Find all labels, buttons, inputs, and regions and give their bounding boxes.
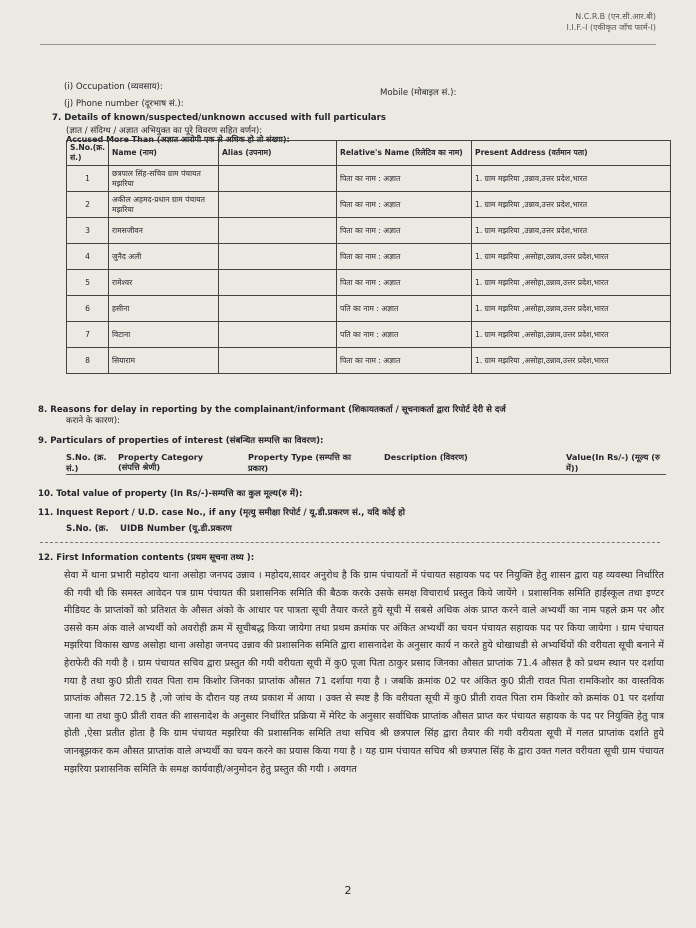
cell-alias	[219, 270, 337, 296]
section9-title: 9. Particulars of properties of interest (संबन्धित सम्पत्ति का विवरण):	[38, 436, 324, 446]
property-col-type: Property Type (सम्पत्ति का प्रकार)	[248, 452, 352, 473]
section8-title: 8. Reasons for delay in reporting by the complainant/informant (शिकायतकर्ता / सूचनाकर्ता द्वारा रिपोर्ट देरी से दर्ज	[38, 405, 506, 415]
cell-address: 1. ग्राम मझरिया ,असोहा,उन्नाव,उत्तर प्रदेश,भारत	[472, 322, 671, 348]
property-divider	[66, 474, 666, 475]
cell-sno: 4	[67, 244, 109, 270]
cell-alias	[219, 166, 337, 192]
section-divider	[40, 542, 660, 543]
property-col-value: Value(In Rs/-) (मूल्य (रु में))	[566, 452, 660, 473]
cell-sno: 3	[67, 218, 109, 244]
accused-table	[66, 140, 671, 374]
cell-relative: पिता का नाम : अज्ञात	[337, 218, 472, 244]
col-name: Name (नाम)	[109, 141, 219, 166]
cell-sno: 1	[67, 166, 109, 192]
cell-relative: पिता का नाम : अज्ञात	[337, 192, 472, 218]
phone-label: (j) Phone number (दूरभाष सं.):	[64, 99, 184, 109]
property-col-description: Description (विवरण)	[384, 452, 468, 462]
mobile-label: Mobile (मोबाइल सं.):	[380, 88, 457, 98]
col-sno: S.No.(क्र. सं.)	[67, 141, 109, 166]
accused-more-label: Accused More Than (अज्ञात आरोपी एक से अधिक हो तो संख्या):	[66, 135, 290, 144]
accused-row	[67, 296, 671, 322]
col-address: Present Address (वर्तमान पता)	[472, 141, 671, 166]
cell-address: 1. ग्राम मझरिया ,असोहा,उन्नाव,उत्तर प्रदेश,भारत	[472, 244, 671, 270]
section8-title-cont: कराने के कारण):	[66, 416, 120, 426]
section7-subtitle: (ज्ञात / संदिग्ध / अज्ञात अभियुक्त का पूरे विवरण सहित वर्णन):	[66, 126, 263, 136]
section10-title: 10. Total value of property (In Rs/-)-सम्पत्ति का कुल मूल्य(रु में):	[38, 489, 303, 499]
section11-title: 11. Inquest Report / U.D. case No., if any (मृत्यु समीक्षा रिपोर्ट / यू.डी.प्रकरण सं., यदि कोई हो	[38, 508, 405, 518]
section12-title: 12. First Information contents (प्रथम सूचना तथ्य ):	[38, 553, 255, 563]
first-information-text: सेवा में थाना प्रभारी महोदय थाना असोहा जनपद उन्नाव । महोदय,सादर अनुरोध है कि ग्राम पंचायतों में पंचायत सहायक पद पर नियुक्ति हेतु शासन द्वारा यह व्यवस्था निर्धारित की गयी थी कि समस्त आवेदन पत्र ग्राम पंचायत की प्रशासनिक समिति की बैठक करके उसके समक्ष विचारार्थ प्रस्तुत किये जायेंगे । प्रशासनिक समिति हाईस्कूल तथा इण्टर मीडियट के प्राप्तांकों को प्रतिशत के औसत अंको के आधार पर पात्रता सूची तैयार करते हुये सूची में सबसे अधिक अंक प्राप्त करने वाले अभ्यर्थी का नाम पहले क्रम पर और उससे कम अंक वाले अभ्यर्थी को अवरोही क्रम में सूचीबद्ध किया जायेगा तथा प्रथम क्रमांक पर अंकित अभ्यर्थी का चयन पंचायत सहायक पद पर किया जायेगा । ग्राम पंचायत मझरिया विकास खण्ड असोहा थाना असोहा जनपद उन्नाव की प्रशासनिक समिति द्वारा शासनादेश के अनुसार कार्य न करते हुये धोखाधडी से अभ्यर्थियों की वरीयता सूची बनाने में हेराफेरी की गयी है । ग्राम पंचायत सचिव द्वारा प्रस्तुत की गयी वरीयता सूची में कु0 पूजा पिता ठाकुर प्रसाद जिनका औसत प्राप्तांक 71.4 औसत है को प्रथम स्थान पर दर्शाया गया है तथा कु0 प्रीती रावत पिता राम किशोर जिनका प्राप्तांक औसत 71 दर्शाया गया है । जबकि क्रमांक 02 पर अंकित कु0 प्रीती रावत पिता रामकिशोर का वास्तविक प्राप्तांक औसत 72.15 है ,जो जांच के दौरान यह तथ्य प्रकाश में आया । उक्त से स्पष्ट है कि वरीयता सूची में कु0 प्रीती रावत पिता राम किशोर को क्रमांक 01 पर दर्शाया जाना था तथा कु0 प्रीती रावत की शासनादेश के अनुसार निर्धारित प्रक्रिया में मेरिट के अनुसार सर्वाधिक प्राप्तांक औसत प्राप्त कर पंचायत सहायक के पद पर नियुक्ति हेतु पात्र होती ,ऐसा प्रतीत होता है कि ग्राम पंचायत मझरिया की प्रशासनिक समिति तथा सचिव श्री छत्रपाल सिंह द्वारा तैयार की गयी वरीयता सूची में गलत प्राप्तांक दर्शाते हुये जानबूझकर कम औसत प्राप्तांक वाले अभ्यर्थी का चयन करने का प्रयास किया गया है । यह ग्राम पंचायत सचिव श्री छत्रपाल सिंह के द्वारा उक्त गलत वरीयता सूची ग्राम पंचायत मझरिया प्रशासनिक समिति के समक्ष कार्यवाही/अनुमोदन हेतु प्रस्तुत की गयी । अवगत	[64, 570, 664, 775]
header-divider	[40, 44, 656, 45]
form-header	[567, 11, 656, 33]
accused-row	[67, 270, 671, 296]
cell-alias	[219, 218, 337, 244]
accused-row	[67, 192, 671, 218]
accused-table-header	[67, 141, 671, 166]
accused-row	[67, 348, 671, 374]
cell-name: छत्रपाल सिंह-सचिव ग्राम पंचायत मझरिया	[109, 166, 219, 192]
cell-name: रामसजीवन	[109, 218, 219, 244]
cell-sno: 7	[67, 322, 109, 348]
inquest-col-uidb: UIDB Number (यू.डी.प्रकरण	[120, 524, 232, 534]
cell-alias	[219, 192, 337, 218]
form-header-line2: I.I.F.-I (एकीकृत जाँच फार्म-I)	[566, 23, 656, 32]
cell-name: हसीना	[109, 296, 219, 322]
cell-alias	[219, 322, 337, 348]
cell-sno: 2	[67, 192, 109, 218]
section7-title: 7. Details of known/suspected/unknown accused with full particulars	[52, 113, 386, 123]
form-header-line1: N.C.R.B (एन.सी.आर.बी)	[575, 12, 656, 21]
accused-row	[67, 166, 671, 192]
cell-relative: पिता का नाम : अज्ञात	[337, 348, 472, 374]
cell-alias	[219, 244, 337, 270]
cell-sno: 8	[67, 348, 109, 374]
cell-name: अकील अहमद-प्रधान ग्राम पंचायत मझरिया	[109, 192, 219, 218]
cell-address: 1. ग्राम मझरिया ,उन्नाव,उत्तर प्रदेश,भारत	[472, 166, 671, 192]
cell-address: 1. ग्राम मझरिया ,असोहा,उन्नाव,उत्तर प्रदेश,भारत	[472, 348, 671, 374]
cell-sno: 6	[67, 296, 109, 322]
cell-address: 1. ग्राम मझरिया ,उन्नाव,उत्तर प्रदेश,भारत	[472, 192, 671, 218]
property-col-category: Property Category (संपत्ति श्रेणी)	[118, 452, 204, 472]
col-relative: Relative's Name (रिलेटिव का नाम)	[337, 141, 472, 166]
inquest-col-sno: S.No. (क्र.	[66, 524, 109, 534]
col-alias: Alias (उपनाम)	[219, 141, 337, 166]
cell-alias	[219, 348, 337, 374]
accused-row	[67, 322, 671, 348]
cell-address: 1. ग्राम मझरिया ,उन्नाव,उत्तर प्रदेश,भारत	[472, 218, 671, 244]
page-number: 2	[344, 884, 352, 897]
cell-relative: पति का नाम : अज्ञात	[337, 322, 472, 348]
accused-row	[67, 244, 671, 270]
cell-relative: पिता का नाम : अज्ञात	[337, 244, 472, 270]
cell-name: जुनैद अली	[109, 244, 219, 270]
cell-name: विटाना	[109, 322, 219, 348]
cell-name: रामेश्वर	[109, 270, 219, 296]
occupation-label: (i) Occupation (व्यवसाय):	[64, 82, 163, 92]
cell-address: 1. ग्राम मझरिया ,असोहा,उन्नाव,उत्तर प्रदेश,भारत	[472, 296, 671, 322]
property-col-sno: S.No. (क्र. सं.)	[66, 452, 107, 473]
cell-relative: पिता का नाम : अज्ञात	[337, 270, 472, 296]
cell-relative: पति का नाम : अज्ञात	[337, 296, 472, 322]
cell-name: सियाराम	[109, 348, 219, 374]
accused-row	[67, 218, 671, 244]
cell-sno: 5	[67, 270, 109, 296]
cell-alias	[219, 296, 337, 322]
cell-relative: पिता का नाम : अज्ञात	[337, 166, 472, 192]
cell-address: 1. ग्राम मझरिया ,असोहा,उन्नाव,उत्तर प्रदेश,भारत	[472, 270, 671, 296]
